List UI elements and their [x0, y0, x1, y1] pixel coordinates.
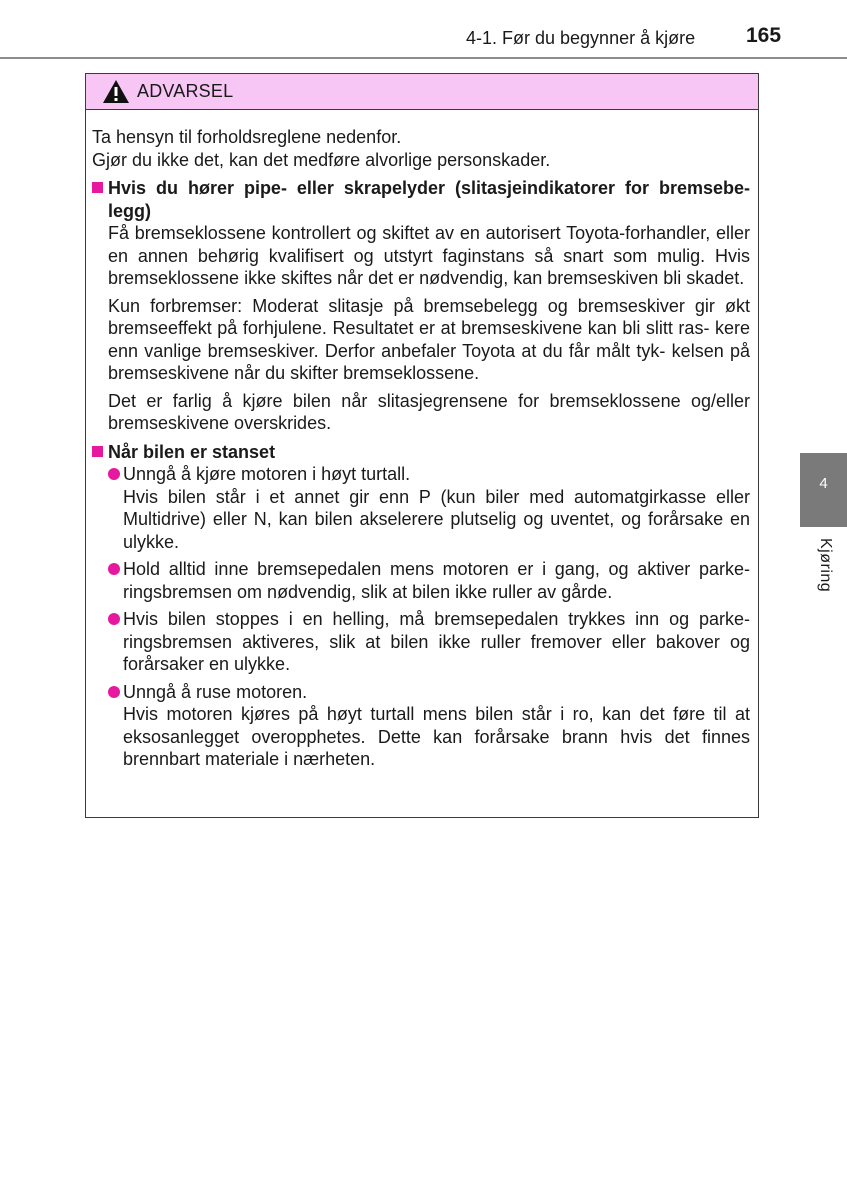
section-title: 4-1. Før du begynner å kjøre — [466, 28, 696, 48]
list-item-text — [123, 558, 750, 603]
round-bullet-icon — [108, 686, 120, 698]
chapter-label: Kjøring — [817, 538, 834, 593]
list-item — [108, 681, 750, 771]
list-item-line: Hvis bilen står i et annet gir enn P (kun biler med automatgirkasse eller Multidrive) eller N, kan bilen akselerere plutselig og uventet, og forårsake en ulykke. — [123, 486, 750, 552]
page-number: 165 — [746, 24, 782, 47]
round-bullet-icon — [108, 563, 120, 575]
list-item — [108, 558, 750, 603]
warning-box — [85, 73, 759, 818]
list-item-line: Unngå å kjøre motoren i høyt turtall. — [123, 464, 411, 484]
header-divider — [0, 57, 847, 59]
warning-title: ADVARSEL — [137, 81, 234, 101]
list-item-text — [123, 463, 750, 553]
square-bullet-icon — [92, 446, 103, 457]
section-heading-text: Når bilen er stanset — [108, 441, 276, 462]
intro-line: Ta hensyn til forholdsreglene nedenfor. — [92, 127, 402, 147]
list-item-text — [123, 681, 750, 771]
paragraph: Kun forbremser: Moderat slitasje på bremsebelegg og bremseskiver gir økt bremseeffekt på forhjulene. Resultatet er at bremseskivene kan bli slitt ras- kere enn vanlige bremseskiver. Derfor anbefaler Toyota at du får målt tyk- kelsen på bremseskivene når du skifter bremseklossene. — [108, 295, 750, 383]
warning-intro — [92, 126, 750, 171]
list-item — [108, 463, 750, 553]
list-item-line: Hold alltid inne bremsepedalen mens motoren er i gang, og aktiver parke- ringsbremsen om nødvendig, slik at bilen ikke ruller av gårde. — [123, 559, 750, 602]
paragraph: Det er farlig å kjøre bilen når slitasjegrensene for bremseklossene og/eller bremseskivene overskrides. — [108, 390, 750, 433]
warning-triangle-icon — [102, 79, 130, 104]
section-heading-text: Hvis du hører pipe- eller skrapelyder (slitasjeindikatorer for bremsebe- legg) — [108, 178, 750, 221]
list-item-line: Unngå å ruse motoren. — [123, 681, 308, 702]
round-bullet-icon — [108, 468, 120, 480]
round-bullet-icon — [108, 613, 120, 625]
intro-line: Gjør du ikke det, kan det medføre alvorlige personskader. — [92, 149, 551, 170]
chapter-number: 4 — [819, 475, 828, 492]
warning-title-bar — [86, 74, 758, 110]
list-item-line: Hvis motoren kjøres på høyt turtall mens bilen står i ro, kan det føre til at eksosanlegget overopphetes. Dette kan forårsake brann hvis det finnes brennbart materiale i nærheten. — [123, 704, 750, 769]
section-brake-wear — [92, 177, 750, 435]
warning-body — [92, 126, 750, 776]
paragraph: Få bremseklossene kontrollert og skiftet av en autorisert Toyota-forhandler, eller en annen behørig kvalifisert og utstyrt faginstans så snart som mulig. Hvis bremseklossene ikke skiftes når det er nødvendig, kan bremseskiven bli skadet. — [108, 223, 750, 288]
list-item — [108, 608, 750, 676]
section-vehicle-stopped — [92, 441, 750, 771]
section-heading — [92, 441, 750, 464]
list-item-line: Hvis bilen stoppes i en helling, må bremsepedalen trykkes inn og parke- ringsbremsen aktiveres, slik at bilen ikke ruller fremover eller bakover og forårsaker en ulykke. — [123, 609, 750, 674]
list-item-text — [123, 608, 750, 676]
section-heading — [92, 177, 750, 222]
chapter-tab — [800, 453, 847, 527]
square-bullet-icon — [92, 182, 103, 193]
